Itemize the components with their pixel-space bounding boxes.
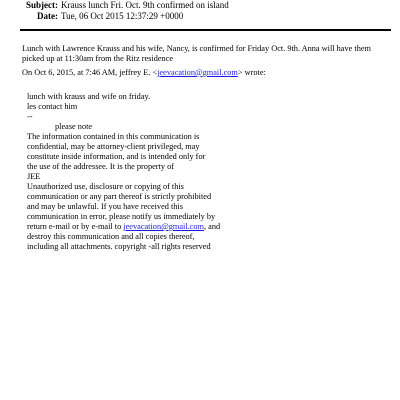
subject-row [0, 0, 229, 11]
date-row [0, 11, 183, 22]
quoted-line [23, 222, 393, 232]
quoted-line-prefix: return e-mail or by e-mail to [27, 222, 124, 231]
quoted-line: constitute inside information, and is intended only for [27, 152, 206, 161]
quoted-line: and may be unlawful. If you have received this [27, 202, 183, 211]
quote-intro-email-link[interactable]: jeevacation@gmail.com [157, 68, 238, 77]
quoted-line: The information contained in this communication is [27, 132, 200, 141]
quoted-line-suffix: , and [203, 222, 221, 231]
subject-value: Krauss lunch Fri. Oct. 9th confirmed on island [61, 0, 229, 10]
quoted-line: please note [55, 122, 93, 131]
header-divider [20, 29, 391, 31]
date-label: Date: [37, 11, 58, 21]
message-paragraph: Lunch with Lawrence Krauss and his wife, Nancy, is confirmed for Friday Oct. 9th. Anna will have them picked up at 11:30am from the Ritz residence [22, 44, 371, 63]
quoted-line: -- [27, 112, 33, 121]
quoted-line: les contact him [27, 102, 78, 111]
quote-intro-suffix: > wrote: [237, 68, 266, 77]
quoted-line: communication in error, please notify us immediately by [27, 212, 216, 221]
quoted-line: Unauthorized use, disclosure or copying of this [27, 182, 184, 191]
quoted-line: the use of the addressee. It is the property of [27, 162, 174, 171]
quoted-message [23, 92, 393, 252]
quoted-line: JEE [27, 172, 41, 181]
subject-label: Subject: [26, 0, 58, 10]
date-value: Tue, 06 Oct 2015 12:37:29 +0000 [61, 11, 184, 21]
quoted-line: lunch with krauss and wife on friday. [27, 92, 151, 101]
quote-intro [22, 68, 392, 78]
quoted-email-link[interactable]: jeevacation@gmail.com [123, 222, 204, 231]
quoted-line: confidential, may be attorney-client privileged, may [27, 142, 200, 151]
quoted-line: including all attachments. copyright -all rights reserved [27, 242, 211, 251]
quote-intro-prefix: On Oct 6, 2015, at 7:46 AM, jeffrey E. < [22, 68, 158, 77]
quoted-line: destroy this communication and all copies thereof, [27, 232, 195, 241]
quoted-line: communication or any part thereof is strictly prohibited [27, 192, 212, 201]
